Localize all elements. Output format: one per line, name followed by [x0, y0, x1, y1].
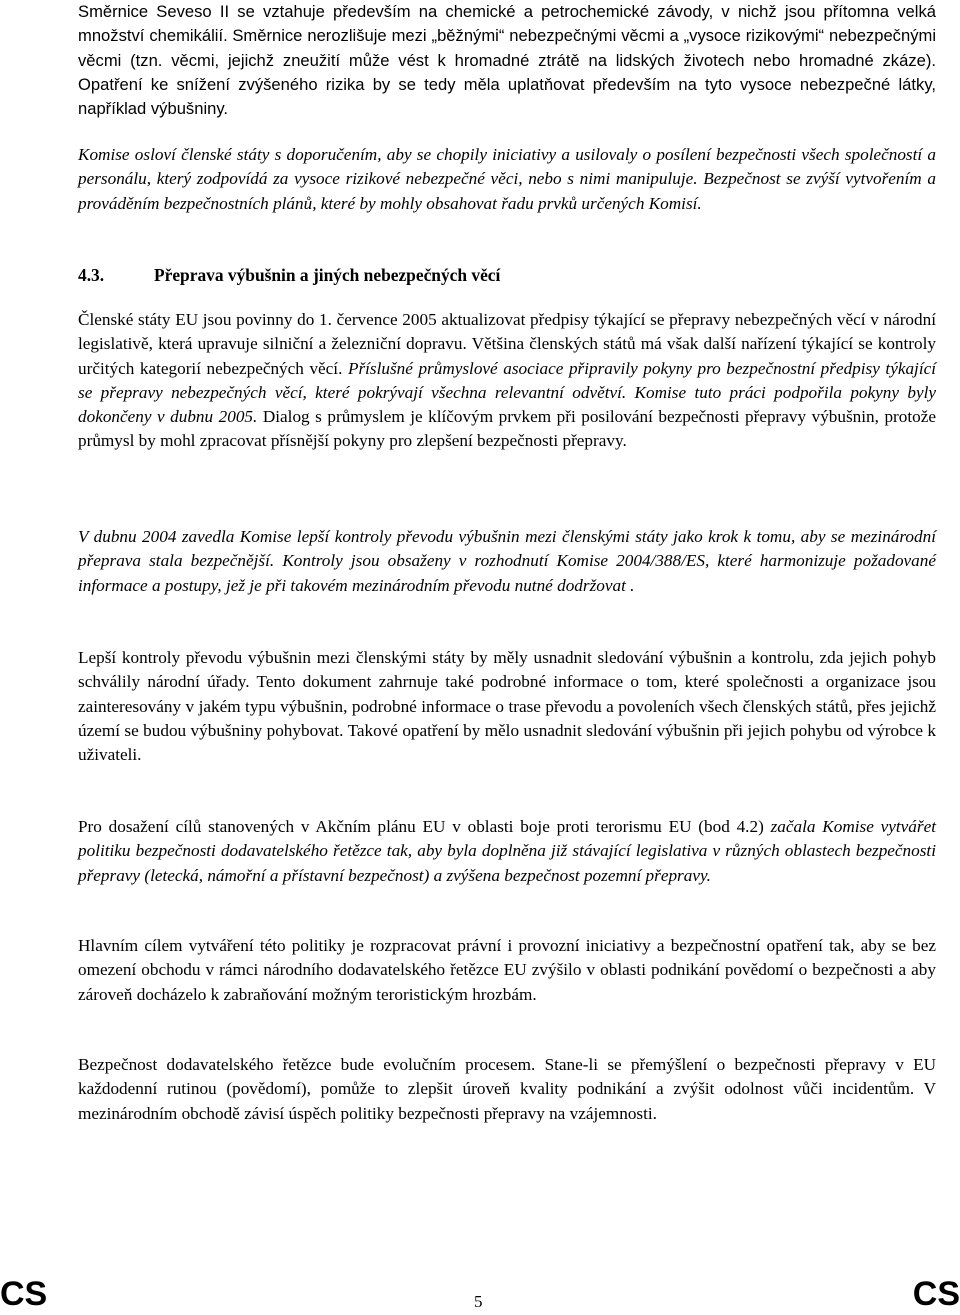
paragraph-transfer-controls-sentence-1: V dubnu 2004 zavedla Komise lepší kontroly převodu výbušnin mezi členskými státy jako krok k tomu, aby se mezinárodní přeprava stala bezpečnější. [78, 527, 936, 571]
paragraph-policy-goal [78, 934, 936, 1007]
paragraph-member-states-obligation-sentence-2: Příslušné průmyslové asociace připravily pokyny pro bezpečnostní předpisy týkající se přepravy nebezpečných věcí, které pokrývají všechna relevantní odvětví. Komise tuto práci podpořila pokyny byly dokončeny v dubnu 2005. [78, 358, 937, 427]
paragraph-member-states-obligation-sentence-1: Členské státy EU jsou povinny do 1. července 2005 aktualizovat předpisy týkající se přepravy nebezpečných věcí v národní legislativě, která upravuje silniční a železniční dopravu. Většina členských států má však další nařízení týkající se kontroly určitých kategorií nebezpečných věcí. [78, 310, 936, 378]
paragraph-better-controls-sentence-1: Lepší kontroly převodu výbušnin mezi členskými státy by měly usnadnit sledování výbušnin a kontrolu, zda jejich pohyb schválily národní úřady. [78, 648, 936, 692]
paragraph-seveso-sentence-2: Směrnice nerozlišuje mezi „běžnými“ nebezpečnými věcmi a „vysoce rizikovými“ nebezpečnými věcmi (tzn. věcmi, jejichž zneužití může vést k hromadné ztrátě na lidských životech nebo hromadné zkáze). Opatření ke snížení zvýšeného rizika by se tedy měla uplatňovat především na tyto vysoce nebezpečné látky, například výbušniny. [78, 26, 937, 119]
paragraph-better-controls [78, 646, 936, 767]
paragraph-commission-recommendation-sentence-1: Komise osloví členské státy s doporučením, aby se chopily iniciativy a usilovaly o posílení bezpečnosti všech společností a personálu, který zodpovídá za vysoce rizikové nebezpečné věci, nebo s nimi manipuluje. [78, 145, 936, 189]
paragraph-commission-recommendation [78, 143, 936, 216]
footer-language-code-left: CS [0, 1275, 48, 1313]
paragraph-member-states-obligation-sentence-3: Dialog s průmyslem je klíčovým prvkem při posilování bezpečnosti přepravy výbušnin, protože průmysl by mohl zpracovat přísnější pokyny pro zlepšení bezpečnosti přepravy. [78, 407, 937, 451]
paragraph-evolution-text: Bezpečnost dodavatelského řetězce bude evolučním procesem. Stane-li se přemýšlení o bezpečnosti přepravy v EU každodenní rutinou (povědomí), pomůže to zlepšit úroveň kvality podnikání a zvýšit odolnost vůči incidentům. V mezinárodním obchodě závisí úspěch politiky bezpečnosti přepravy na vzájemnosti. [78, 1055, 936, 1123]
paragraph-transfer-controls-sentence-2: Kontroly jsou obsaženy v rozhodnutí Komise 2004/388/ES, které harmonizuje požadované informace a postupy, jež je při takovém mezinárodním převodu nutné dodržovat . [78, 551, 936, 595]
paragraph-seveso-sentence-1: Směrnice Seveso II se vztahuje především na chemické a petrochemické závody, v nichž jsou přítomna velká množství chemikálií. [78, 2, 936, 46]
section-number: 4.3. [78, 265, 105, 285]
paragraph-commission-recommendation-sentence-2: Bezpečnost se zvýší vytvořením a prováděním bezpečnostních plánů, které by mohly obsahovat řadu prvků určených Komisí. [78, 169, 936, 213]
paragraph-seveso [78, 0, 936, 121]
paragraph-transfer-controls [78, 525, 936, 598]
paragraph-supply-chain-policy [78, 815, 936, 888]
page-number: 5 [474, 1292, 483, 1311]
paragraph-member-states-obligation [78, 308, 936, 454]
section-heading [78, 263, 500, 287]
paragraph-supply-chain-policy-sentence-1: Pro dosažení cílů stanovených v Akčním plánu EU v oblasti boje proti terorismu EU (bod 4.2) [78, 817, 764, 836]
footer-language-code-right: CS [912, 1275, 960, 1313]
paragraph-evolution [78, 1053, 936, 1126]
paragraph-policy-goal-text: Hlavním cílem vytváření této politiky je rozpracovat právní i provozní iniciativy a bezpečnostní opatření tak, aby se bez omezení obchodu v rámci národního dodavatelského řetězce EU zvýšilo v oblasti podnikání povědomí o bezpečnosti a aby zároveň docházelo k zabraňování možným teroristickým hrozbám. [78, 936, 936, 1004]
paragraph-supply-chain-policy-sentence-2: začala Komise vytvářet politiku bezpečnosti dodavatelského řetězce tak, aby byla doplněna již stávající legislativa v různých oblastech bezpečnosti přepravy (letecká, námořní a přístavní bezpečnost) a zvýšena bezpečnost pozemní přepravy. [78, 817, 936, 885]
paragraph-better-controls-sentence-2: Tento dokument zahrnuje také podrobné informace o tom, které společnosti a organizace jsou zainteresovány v jakém typu výbušnin, podrobné informace o trase převodu a povoleních všech členských států, přes jejichž území se budou výbušniny pohybovat. Takové opatření by mělo usnadnit sledování výbušnin při jejich pohybu od výrobce k uživateli. [78, 672, 936, 765]
section-title: Přeprava výbušnin a jiných nebezpečných věcí [154, 265, 501, 285]
